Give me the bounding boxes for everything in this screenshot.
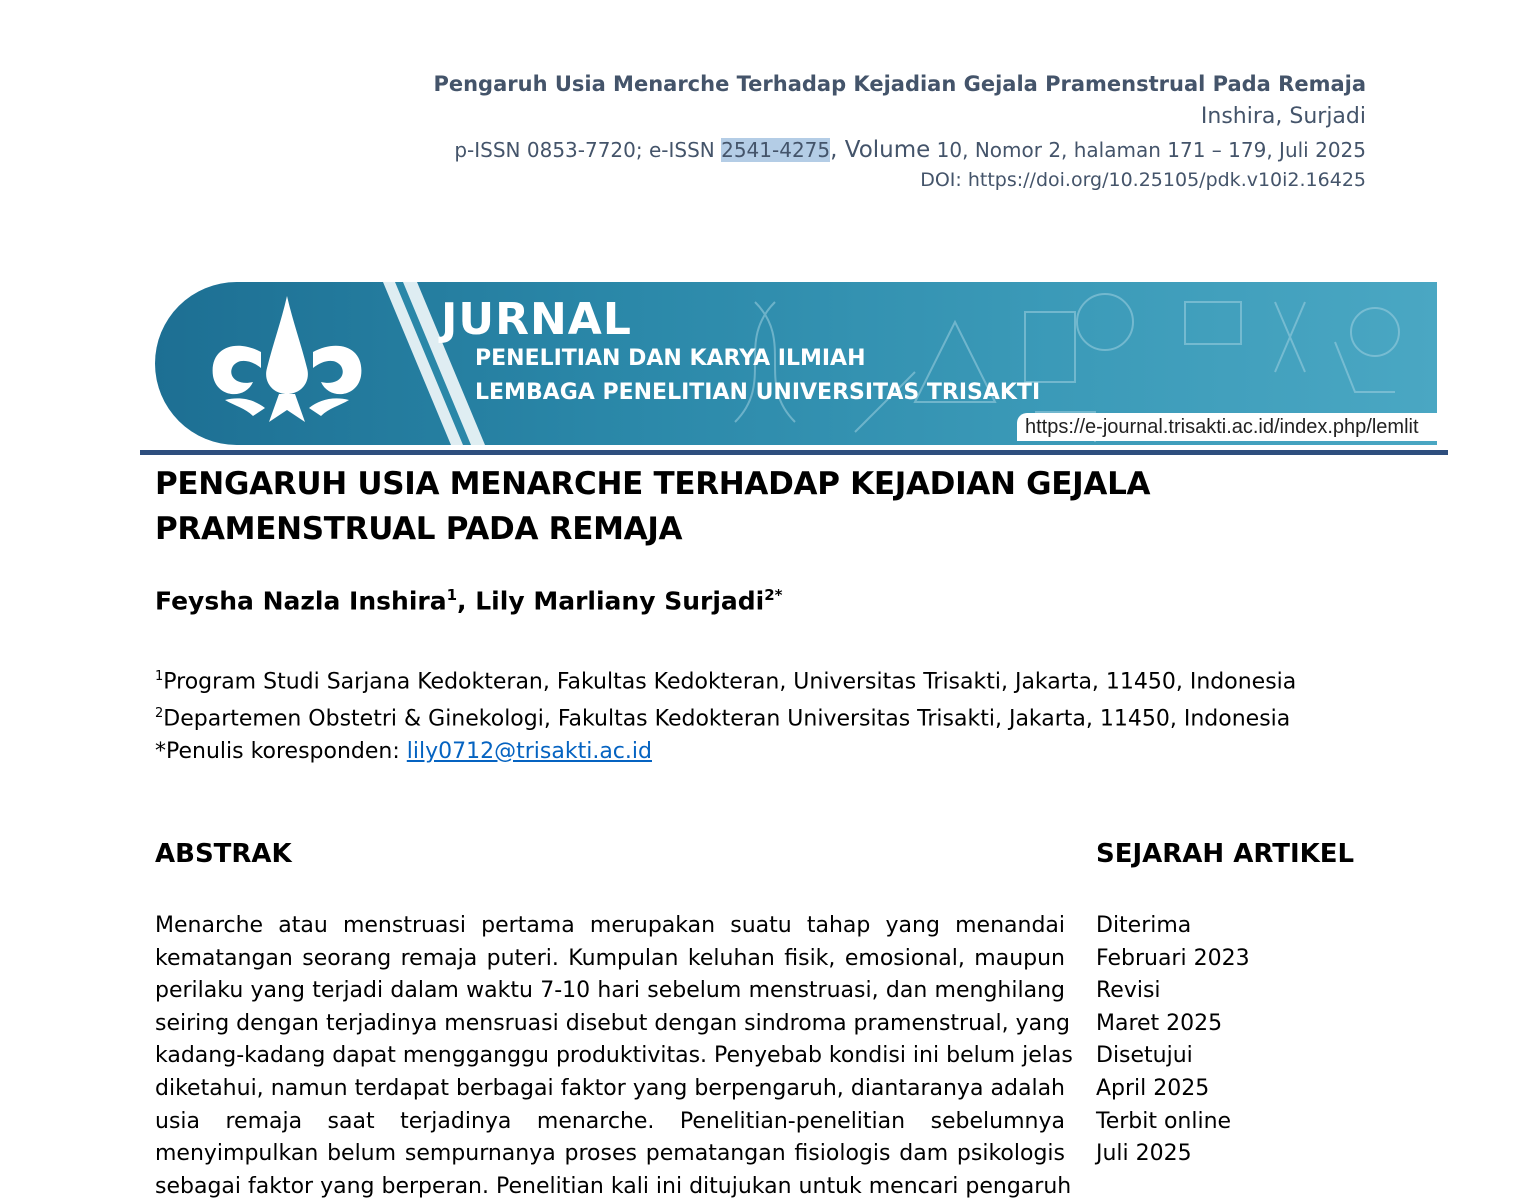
abstract-heading: ABSTRAK <box>155 839 292 869</box>
history-heading: SEJARAH ARTIKEL <box>1096 839 1355 869</box>
abstract-line: kematangan seorang remaja puteri. Kumpulan keluhan fisik, emosional, maupun <box>155 945 1065 971</box>
abstract-line: kadang-kadang dapat mengganggu produktivitas. Penyebab kondisi ini belum jelas <box>155 1043 1073 1069</box>
history-date-accepted: April 2025 <box>1096 1075 1210 1101</box>
corresponding-author <box>155 736 1296 768</box>
affiliation-1 <box>155 661 1296 698</box>
issn-suffix: 10, Nomor 2, halaman 171 – 179, Juli 2025 <box>930 138 1366 162</box>
history-label-published: Terbit online <box>1096 1108 1232 1134</box>
author-2-affiliation-mark: 2* <box>764 586 783 604</box>
history-label-received: Diterima <box>1096 913 1192 938</box>
author-1: Feysha Nazla Inshira <box>155 586 447 616</box>
abstract-line: perilaku yang terjadi dalam waktu 7-10 hari sebelum menstruasi, dan menghilang <box>155 978 1065 1004</box>
affiliation-1-mark: 1 <box>155 669 164 684</box>
affiliation-2-text: Departemen Obstetri & Ginekologi, Fakultas Kedokteran Universitas Trisakti, Jakarta, 11450, Indonesia <box>163 706 1291 732</box>
affiliation-2-mark: 2 <box>155 706 164 722</box>
author-2: Lily Marliany Surjadi <box>475 586 765 616</box>
banner-subtitle-2: LEMBAGA PENELITIAN UNIVERSITAS TRISAKTI <box>475 380 1041 405</box>
affiliations <box>155 661 1296 768</box>
trisakti-logo-icon <box>213 296 362 422</box>
banner-title: JURNAL <box>441 294 632 345</box>
history-date-received: Februari 2023 <box>1096 945 1250 971</box>
banner-url[interactable]: https://e-journal.trisakti.ac.id/index.php/lemlit <box>1017 413 1437 441</box>
author-list <box>155 586 783 615</box>
corresponding-email-link[interactable]: lily0712@trisakti.ac.id <box>406 738 652 764</box>
abstract-line: seiring dengan terjadinya mensruasi disebut dengan sindroma pramenstrual, yang <box>155 1010 1071 1036</box>
author-separator: , <box>457 586 476 616</box>
affiliation-1-text: Program Studi Sarjana Kedokteran, Fakultas Kedokteran, Universitas Trisakti, Jakarta, 11450, Indonesia <box>163 669 1297 695</box>
history-date-published: Juli 2025 <box>1096 1141 1192 1167</box>
article-title: PENGARUH USIA MENARCHE TERHADAP KEJADIAN GEJALA PRAMENSTRUAL PADA REMAJA <box>155 466 1151 547</box>
affiliation-2 <box>155 698 1296 735</box>
history-label-revised: Revisi <box>1096 978 1161 1004</box>
author-1-affiliation-mark: 1 <box>446 586 458 604</box>
history-date-revised: Maret 2025 <box>1096 1010 1223 1036</box>
eissn-highlighted[interactable]: 2541-4275 <box>721 138 831 162</box>
abstract-line: Menarche atau menstruasi pertama merupakan suatu tahap yang menandai <box>155 913 1065 938</box>
volume-word: , Volume <box>830 137 931 163</box>
issn-prefix: p-ISSN 0853-7720; e-ISSN <box>454 138 722 162</box>
article-history <box>1096 910 1250 1171</box>
history-label-accepted: Disetujui <box>1096 1043 1193 1069</box>
abstract-body <box>155 910 1073 1203</box>
journal-banner <box>155 282 1437 445</box>
abstract-line: menyimpulkan belum sempurnanya proses pematangan fisiologis dam psikologis <box>155 1141 1065 1167</box>
abstract-line: sebagai faktor yang berperan. Penelitian kali ini ditujukan untuk mencari pengaruh <box>155 1173 1072 1199</box>
running-header-authors: Inshira, Surjadi <box>1200 104 1366 129</box>
abstract-line: diketahui, namun terdapat berbagai faktor yang berpengaruh, diantaranya adalah <box>155 1075 1065 1101</box>
running-header-issn <box>433 134 1366 166</box>
abstract-line: usia remaja saat terjadinya menarche. Penelitian-penelitian sebelumnya <box>155 1108 1065 1134</box>
running-header-doi[interactable]: DOI: https://doi.org/10.25105/pdk.v10i2.16425 <box>920 169 1366 191</box>
corresponding-label: *Penulis koresponden: <box>155 738 407 764</box>
running-header <box>433 68 1366 194</box>
banner-subtitle-1: PENELITIAN DAN KARYA ILMIAH <box>475 346 866 371</box>
banner-rule <box>140 450 1448 455</box>
running-header-title: Pengaruh Usia Menarche Terhadap Kejadian Gejala Pramenstrual Pada Remaja <box>433 72 1366 96</box>
